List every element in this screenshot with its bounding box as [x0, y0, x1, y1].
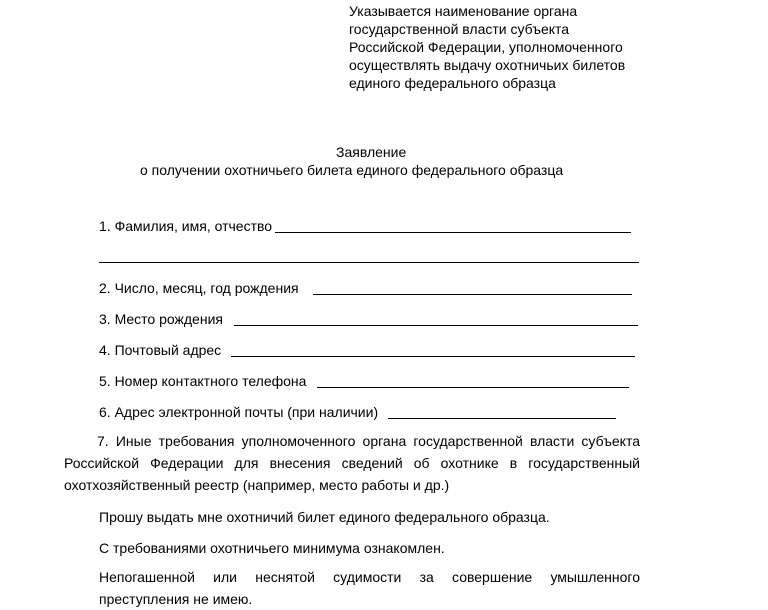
item7-line-1: 7. Иные требования уполномоченного органа государственной власти субъекта [97, 433, 640, 449]
statement-acquainted: С требованиями охотничьего минимума ознакомлен. [99, 540, 445, 556]
field-phone-line[interactable] [317, 387, 629, 388]
field-birth-date-line[interactable] [313, 294, 632, 295]
field-email-line[interactable] [388, 418, 616, 419]
addressee-line-5: единого федерального образца [349, 75, 556, 91]
addressee-line-2: государственной власти субъекта [349, 21, 570, 37]
field-postal-address-label: 4. Почтовый адрес [99, 342, 222, 358]
field-full-name-label: 1. Фамилия, имя, отчество [99, 218, 273, 234]
statement-criminal-line-2: преступления не имею. [99, 591, 253, 607]
addressee-line-1: Указывается наименование органа [349, 3, 578, 19]
field-phone-label: 5. Номер контактного телефона [99, 373, 307, 389]
field-birth-date-label: 2. Число, месяц, год рождения [99, 280, 299, 296]
field-full-name-line[interactable] [275, 232, 631, 233]
field-postal-address-line[interactable] [231, 356, 635, 357]
addressee-line-3: Российской Федерации, уполномоченного [349, 39, 623, 55]
statement-request: Прошу выдать мне охотничий билет единого федерального образца. [99, 509, 550, 525]
document-subtitle: о получении охотничьего билета единого федерального образца [140, 162, 564, 178]
field-email-label: 6. Адрес электронной почты (при наличии) [99, 404, 379, 420]
field-full-name-line-2[interactable] [99, 262, 639, 263]
field-birth-place-line[interactable] [234, 325, 638, 326]
addressee-line-4: осуществлять выдачу охотничьих билетов [349, 57, 626, 73]
statement-criminal-line-1: Непогашенной или неснятой судимости за совершение умышленного [99, 569, 640, 585]
item7-line-2: Российской Федерации для внесения сведений об охотнике в государственный [64, 455, 640, 471]
addressee-block [349, 2, 625, 92]
field-birth-place-label: 3. Место рождения [99, 311, 223, 327]
item7-line-3: охотхозяйственный реестр (например, место работы и др.) [64, 477, 450, 493]
document-title: Заявление [336, 144, 407, 160]
